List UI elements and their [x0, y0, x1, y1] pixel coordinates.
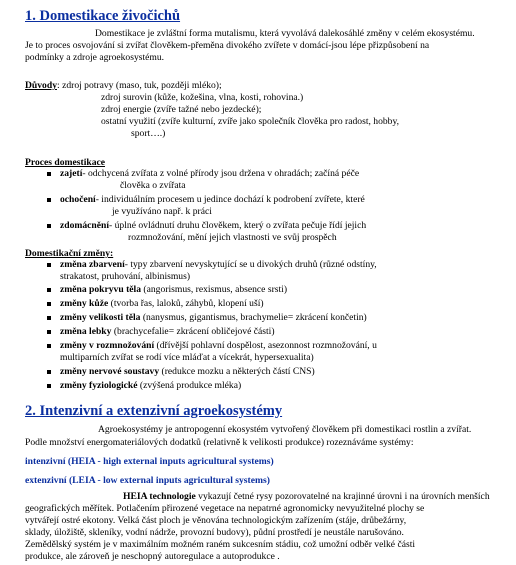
zmena-pokryvu: změna pokryvu těla (angorismus, rexismus, absence srsti) — [60, 284, 288, 295]
duvody-line-3: zdroj energie (zvíře tažné nebo jezdecké); — [101, 104, 262, 115]
section2-heading: 2. Intenzivní a extenzivní agroekosystémy — [25, 403, 283, 419]
bullet-icon — [47, 172, 51, 176]
proces-label: Proces domestikace — [25, 157, 106, 168]
duvody-label: Důvody — [25, 80, 57, 91]
zmeny-label: Domestikační změny: — [25, 248, 114, 259]
proces-item-zdomacneni-cont: rozmnožování, mění jejich vlastnosti ve svůj prospěch — [128, 232, 337, 243]
bullet-icon — [47, 263, 51, 267]
bullet-icon — [47, 370, 51, 374]
p2-line-3: vytvářejí ostré ekotony. Velká část ploch je věnována technologickým zařízením (stáje, drůbežárny, — [25, 515, 407, 526]
bullet-icon — [47, 330, 51, 334]
proces-item-ochoceni: ochočení- individuálním procesem u jedince dochází k podrobení zvířete, které — [60, 194, 365, 205]
duvody-line-5: sport….) — [131, 128, 166, 139]
bullet-icon — [47, 288, 51, 292]
section1-heading: 1. Domestikace živočichů — [25, 8, 181, 24]
bullet-icon — [47, 344, 51, 348]
duvody-line-2: zdroj surovin (kůže, kožešina, vlna, kosti, rohovina.) — [101, 92, 304, 103]
intro-line-1: Domestikace je zvláštní forma mutalismu, která vyvolává dalekosáhlé změny v celém ekosystému. — [95, 28, 475, 39]
zmeny-rozmnozovani: změny v rozmnožování (dřívější pohlavní dospělost, asezonnost rozmnožování, u — [60, 340, 377, 351]
duvody-line-4: ostatní využití (zvíře kulturní, zvíře jako společník člověka pro radost, hobby, — [101, 116, 400, 127]
p2-line-5: Zemědělský systém je v maximálním možném raném sukcesním stádiu, což umožní odběr velké části — [25, 539, 416, 550]
proces-item-ochoceni-cont: je využíváno např. k práci — [112, 206, 212, 217]
p1-line-2: Podle množství energomateriálových dodatků (relativně k velikosti produkce) rozeznáváme systémy: — [25, 437, 414, 448]
proces-item-zdomacneni: zdomácnění- úplné ovládnutí druhu člověkem, který o zvířata pečuje řídí jejich — [60, 220, 367, 231]
zmeny-fyziologicke: změny fyziologické (zvýšená produkce mléka) — [60, 380, 242, 391]
heia-definition: intenzivní (HEIA - high external inputs agricultural systems) — [25, 456, 274, 467]
p2-line-6: produkce, ale zároveň je neschopný autoregulace a autoprodukce . — [25, 551, 280, 562]
bullet-icon — [47, 384, 51, 388]
proces-item-zajeti: zajetí- odchycená zvířata z volné přírody jsou držena v ohradách; začíná péče — [60, 168, 360, 179]
zmena-zbarveni: změna zbarvení- typy zbarvení nevyskytující se u divokých druhů (různé odstíny, — [60, 259, 377, 270]
zmeny-rozmnozovani-cont: multiparních zvířat se rodí více mláďat a vícekrát, hypersexualita) — [60, 352, 314, 363]
intro-line-3: podmínky a zdroje agroekosystému. — [25, 52, 165, 63]
zmena-lebky: změna lebky (brachycefalie= zkrácení obličejové části) — [60, 326, 275, 337]
duvody-line-1: Důvody: zdroj potravy (maso, tuk, později mléko); — [25, 80, 222, 91]
leia-definition: extenzivní (LEIA - low external inputs agricultural systems) — [25, 475, 270, 486]
p2-line-1: HEIA technologie vykazují četné rysy pozorovatelné na krajinné úrovni i na úrovních menších — [123, 491, 490, 502]
bullet-icon — [47, 224, 51, 228]
zmeny-nervove: změny nervové soustavy (redukce mozku a některých částí CNS) — [60, 366, 315, 377]
proces-item-zajeti-cont: člověka o zvířata — [120, 180, 186, 191]
p2-line-4: sklady, úložiště, skleníky, vodní nádrže, provozní budovy), půdní prostředí je neustále narušováno. — [25, 527, 404, 538]
bullet-icon — [47, 198, 51, 202]
bullet-icon — [47, 302, 51, 306]
p1-line-1: Agroekosystémy je antropogenní ekosystém vytvořený člověkem při domestikaci rostlin a zvířat. — [98, 424, 472, 435]
zmeny-velikosti: změny velikosti těla (nanysmus, gigantismus, brachymelie= zkrácení končetin) — [60, 312, 367, 323]
p2-line-2: geografických měřítek. Potlačením přirozené vegetace na nepatrné agronomicky nevyužitelné plochy se — [25, 503, 425, 514]
intro-line-2: Je to proces osvojování si zvířat člověkem-přeměna divokého zvířete v domácí-jsou lépe přizpůsobení na — [25, 40, 430, 51]
bullet-icon — [47, 316, 51, 320]
zmena-zbarveni-cont: strakatost, pruhování, albinismus) — [60, 271, 191, 282]
zmeny-kuze: změny kůže (tvorba řas, laloků, záhybů, klopení uší) — [60, 298, 264, 309]
